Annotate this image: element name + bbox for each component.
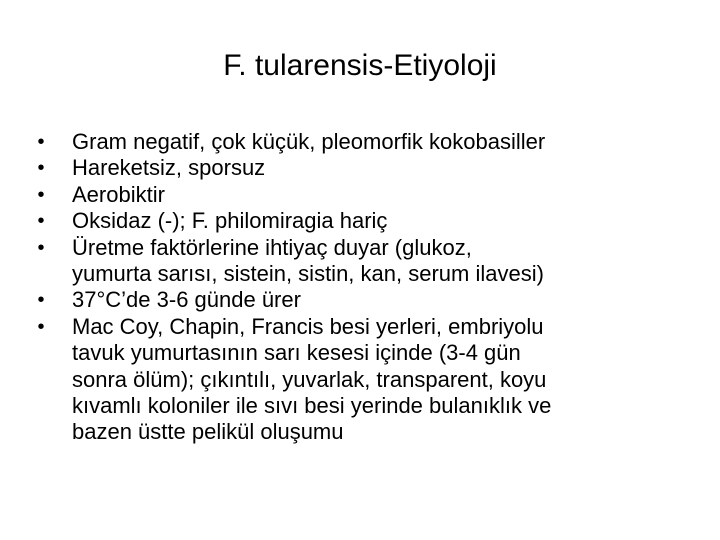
bullet-dot: • — [37, 236, 45, 259]
bullet-text-line: kıvamlı koloniler ile sıvı besi yerinde bulanıklık ve — [72, 393, 552, 419]
bullet-item — [34, 314, 694, 446]
bullet-text: 37°C’de 3-6 günde ürer — [72, 287, 301, 313]
bullet-item — [34, 155, 694, 181]
bullet-dot: • — [37, 157, 45, 180]
bullet-dot: • — [37, 183, 45, 206]
bullet-text-line: Mac Coy, Chapin, Francis besi yerleri, embriyolu — [72, 313, 544, 339]
bullet-text: Hareketsiz, sporsuz — [72, 155, 266, 181]
bullet-text-line: bazen üstte pelikül oluşumu — [72, 419, 344, 445]
bullet-text: Aerobiktir — [72, 181, 165, 207]
bullet-text-line: Üretme faktörlerine ihtiyaç duyar (glukoz, — [72, 234, 472, 260]
bullet-dot: • — [37, 289, 45, 312]
bullet-dot: • — [37, 210, 45, 233]
bullet-text-line: sonra ölüm); çıkıntılı, yuvarlak, transparent, koyu — [72, 366, 547, 392]
bullet-item — [34, 182, 694, 208]
bullet-text-line: yumurta sarısı, sistein, sistin, kan, serum ilavesi) — [72, 261, 544, 287]
bullet-item — [34, 129, 694, 155]
bullet-dot: • — [37, 315, 45, 338]
bullet-item — [34, 208, 694, 234]
slide-title: F. tularensis-Etiyoloji — [223, 49, 497, 82]
bullet-dot: • — [37, 131, 45, 153]
bullet-text: Oksidaz (-); F. philomiragia hariç — [72, 208, 388, 234]
bullet-list — [34, 129, 694, 446]
bullet-item — [34, 235, 694, 288]
bullet-text-line: tavuk yumurtasının sarı kesesi içinde (3-4 gün — [72, 340, 521, 366]
bullet-text: Gram negatif, çok küçük, pleomorfik kokobasiller — [72, 129, 546, 154]
bullet-item — [34, 287, 694, 313]
